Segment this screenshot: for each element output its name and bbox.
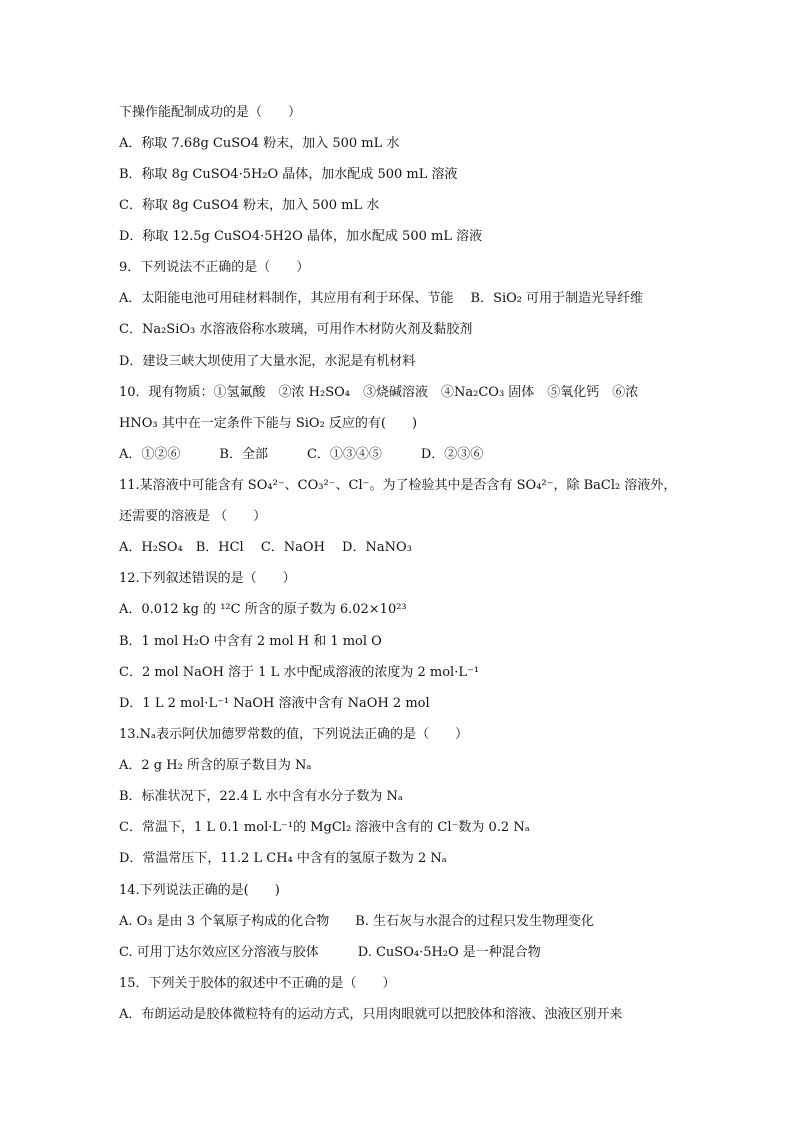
q13-option-b: B．标准状况下，22.4 L 水中含有水分子数为 Nₐ bbox=[119, 789, 403, 804]
q8-option-a: A．称取 7.68g CuSO4 粉末，加入 500 mL 水 bbox=[119, 136, 400, 151]
q13-option-c: C．常温下，1 L 0.1 mol·L⁻¹的 MgCl₂ 溶液中含有的 Cl⁻数为 0.2 Nₐ bbox=[119, 820, 530, 835]
q10-stem-line-2: HNO₃ 其中在一定条件下能与 SiO₂ 反应的有( ) bbox=[119, 416, 418, 431]
q9-stem: 9．下列说法不正确的是（ ） bbox=[119, 260, 310, 275]
q12-option-a: A．0.012 kg 的 ¹²C 所含的原子数为 6.02×10²³ bbox=[119, 602, 407, 617]
q11-options: A．H₂SO₄ B．HCl C．NaOH D．NaNO₃ bbox=[119, 540, 412, 555]
q13-option-a: A．2 g H₂ 所含的原子数目为 Nₐ bbox=[119, 758, 312, 773]
q11-stem-line-1: 11.某溶液中可能含有 SO₄²⁻、CO₃²⁻、Cl⁻。为了检验其中是否含有 SO₄²⁻，除 BaCl₂ 溶液外， bbox=[119, 478, 677, 493]
q8-stem: 下操作能配制成功的是（ ） bbox=[119, 105, 302, 120]
q12-option-c: C．2 mol NaOH 溶于 1 L 水中配成溶液的浓度为 2 mol·L⁻¹ bbox=[119, 665, 480, 680]
q14-stem: 14.下列说法正确的是( ) bbox=[119, 883, 280, 898]
q14-option-ab: A. O₃ 是由 3 个氧原子构成的化合物 B. 生石灰与水混合的过程只发生物理变化 bbox=[119, 914, 595, 929]
q8-option-d: D．称取 12.5g CuSO4·5H2O 晶体，加水配成 500 mL 溶液 bbox=[119, 229, 483, 244]
q12-option-d: D．1 L 2 mol·L⁻¹ NaOH 溶液中含有 NaOH 2 mol bbox=[119, 696, 430, 711]
q12-option-b: B．1 mol H₂O 中含有 2 mol H 和 1 mol O bbox=[119, 634, 382, 649]
q15-option-a: A．布朗运动是胶体微粒特有的运动方式，只用肉眼就可以把胶体和溶液、浊液区别开来 bbox=[119, 1007, 623, 1022]
q9-option-c: C．Na₂SiO₃ 水溶液俗称水玻璃，可用作木材防火剂及黏胶剂 bbox=[119, 322, 473, 337]
q9-option-ab: A．太阳能电池可用硅材料制作，其应用有利于环保、节能 B．SiO₂ 可用于制造光导纤维 bbox=[119, 291, 644, 306]
q9-option-d: D．建设三峡大坝使用了大量水泥，水泥是有机材料 bbox=[119, 354, 416, 369]
q15-stem: 15．下列关于胶体的叙述中不正确的是（ ） bbox=[119, 976, 396, 991]
q13-option-d: D．常温常压下，11.2 L CH₄ 中含有的氢原子数为 2 Nₐ bbox=[119, 851, 447, 866]
q10-options: A．①②⑥ B．全部 C．①③④⑤ D．②③⑥ bbox=[119, 447, 484, 462]
q13-stem: 13.Nₐ表示阿伏加德罗常数的值，下列说法正确的是（ ） bbox=[119, 727, 469, 742]
q8-option-b: B．称取 8g CuSO4·5H₂O 晶体，加水配成 500 mL 溶液 bbox=[119, 167, 458, 182]
q11-stem-line-2: 还需要的溶液是 （ ） bbox=[119, 509, 267, 524]
q8-option-c: C．称取 8g CuSO4 粉末，加入 500 mL 水 bbox=[119, 198, 380, 213]
q12-stem: 12.下列叙述错误的是（ ） bbox=[119, 571, 296, 586]
q14-option-cd: C. 可用丁达尔效应区分溶液与胶体 D. CuSO₄·5H₂O 是一种混合物 bbox=[119, 945, 541, 960]
q10-stem-line-1: 10．现有物质：①氢氟酸 ②浓 H₂SO₄ ③烧碱溶液 ④Na₂CO₃ 固体 ⑤氧化钙 ⑥浓 bbox=[119, 385, 639, 400]
